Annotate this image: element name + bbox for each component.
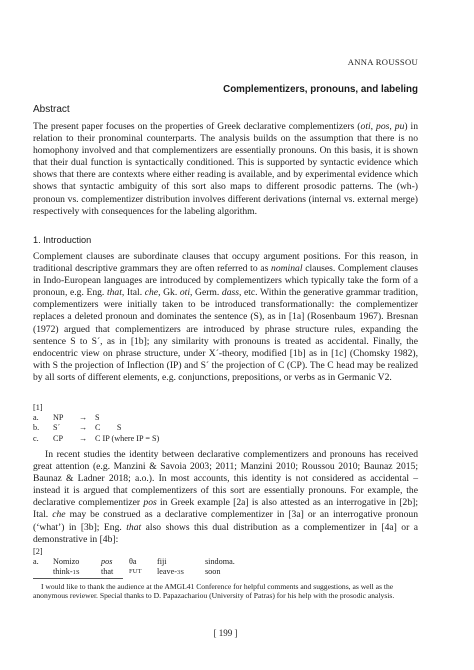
example-2-gloss <box>33 567 265 578</box>
arrow-icon: → <box>79 433 88 443</box>
arrow-icon: → <box>79 413 88 423</box>
example-1-label: [1] <box>33 403 43 412</box>
example-1-row <box>33 413 159 423</box>
example-word: Nomizo <box>53 557 80 567</box>
running-header-title: Complementizers, pronouns, and labeling <box>223 84 418 95</box>
abstract-heading: Abstract <box>33 104 70 115</box>
introduction-paragraph-1: Complement clauses are subordinate clauses that occupy argument positions. For this reason, in traditional descriptive grammars they are often referred to as nominal clauses. Complement clauses in Indo-European languages are introduced by complementizers which typically take the form of a pronoun, e.g. Eng. that, Ital. che, Gk. oti, Germ. dass, etc. Within the generative grammar tradition, complementizers were initially taken to be introduced transformationally: the complementizer replaces a deleted pronoun and dominates the sentence (S), as in [1a] (Rosenbaum 1967). Bresnan (1972) argued that complementizers are introduced by phrase structure rules, expanding the sentence S to S´, as in [1b]; any similarity with pronouns is treated as accidental. Finally, the endocentric view on phrase structure, under X´-theory, modified [1b] as in [1c] (Chomsky 1982), with S the projection of Inflection (IP) and S´ the projection of C (CP). The C head may be realized by all sorts of different elements, e.g. conjunctions, prepositions, or verbs as in Germanic V2. <box>33 251 418 383</box>
gloss-item: soon <box>205 567 221 577</box>
example-word: fiji <box>157 557 167 567</box>
example-row-lhs: S´ <box>53 423 61 433</box>
gloss-item: think-1S <box>53 567 80 577</box>
gloss-item: leave-3S <box>157 567 185 577</box>
gloss-item: that <box>101 567 114 577</box>
page-number: [ 199 ] <box>213 628 238 638</box>
section-heading-introduction: 1. Introduction <box>33 235 92 245</box>
introduction-paragraph-2: In recent studies the identity between declarative complementizers and pronouns has received great attention (e.g. Manzini & Savoia 2003; 2011; Manzini 2010; Roussou 2010; Baunaz 2015; Baunaz & Ladner 2018; a.o.). In most accounts, this identity is not considered as accidental – instead it is argued that complementizers of this sort are essentially pronouns. For example, the declarative complementizer pos in Greek example [2a] is also attested as an interrogative in [2b]; Ital. che may be construed as a declarative complementizer in [3a] or an interrogative pronoun (‘what’) in [3b]; Eng. that also shows this dual distribution as a complementizer in [4a] or a demonstrative in [4b]: <box>33 449 419 545</box>
running-header-author: ANNA ROUSSOU <box>347 57 418 67</box>
example-row-lhs: CP <box>53 433 64 443</box>
example-word: sindoma. <box>205 557 235 567</box>
example-row-rhs: C S <box>95 423 122 433</box>
example-row-number: a. <box>33 557 39 567</box>
example-1-row <box>33 423 159 433</box>
abstract-text: The present paper focuses on the properties of Greek declarative complementizers (oti, pos, pu) in relation to their pronominal counterparts. The analysis builds on the assumption that there is no homophony involved and that complementizers are essentially pronouns. On this basis, it is shown that their dual function is syntactically conditioned. This is supported by syntactic evidence which shows that there are contexts where either reading is available, and by experimental evidence which shows that syntactic ambiguity of this sort also maps to different prosodic patterns. The (wh-) pronoun vs. complementizer distribution involves different derivations (internal vs. external merge) respectively with consequences for the labeling algorithm. <box>33 121 419 217</box>
example-2 <box>33 547 265 579</box>
example-row-rhs: C IP (where IP = S) <box>95 433 160 443</box>
arrow-icon: → <box>79 423 88 433</box>
example-row-rhs: S <box>95 413 100 423</box>
example-2-label: [2] <box>33 547 43 556</box>
example-word: θa <box>129 557 137 567</box>
footnote-divider <box>33 578 123 579</box>
example-2-words <box>33 557 265 567</box>
example-row-lhs: NP <box>53 413 64 423</box>
example-row-number: a. <box>33 413 39 423</box>
example-1 <box>33 403 159 444</box>
example-word: pos <box>101 557 113 567</box>
footnote: I would like to thank the audience at the AMGL41 Conference for helpful comments and suggestions, as well as the anonymous reviewer. Special thanks to D. Papazachariou (University of Patras) for his help with the prosodic analysis. <box>33 582 395 601</box>
example-row-number: c. <box>33 433 39 443</box>
example-row-number: b. <box>33 423 40 433</box>
gloss-item: FUT <box>129 568 142 576</box>
example-1-row <box>33 434 159 444</box>
